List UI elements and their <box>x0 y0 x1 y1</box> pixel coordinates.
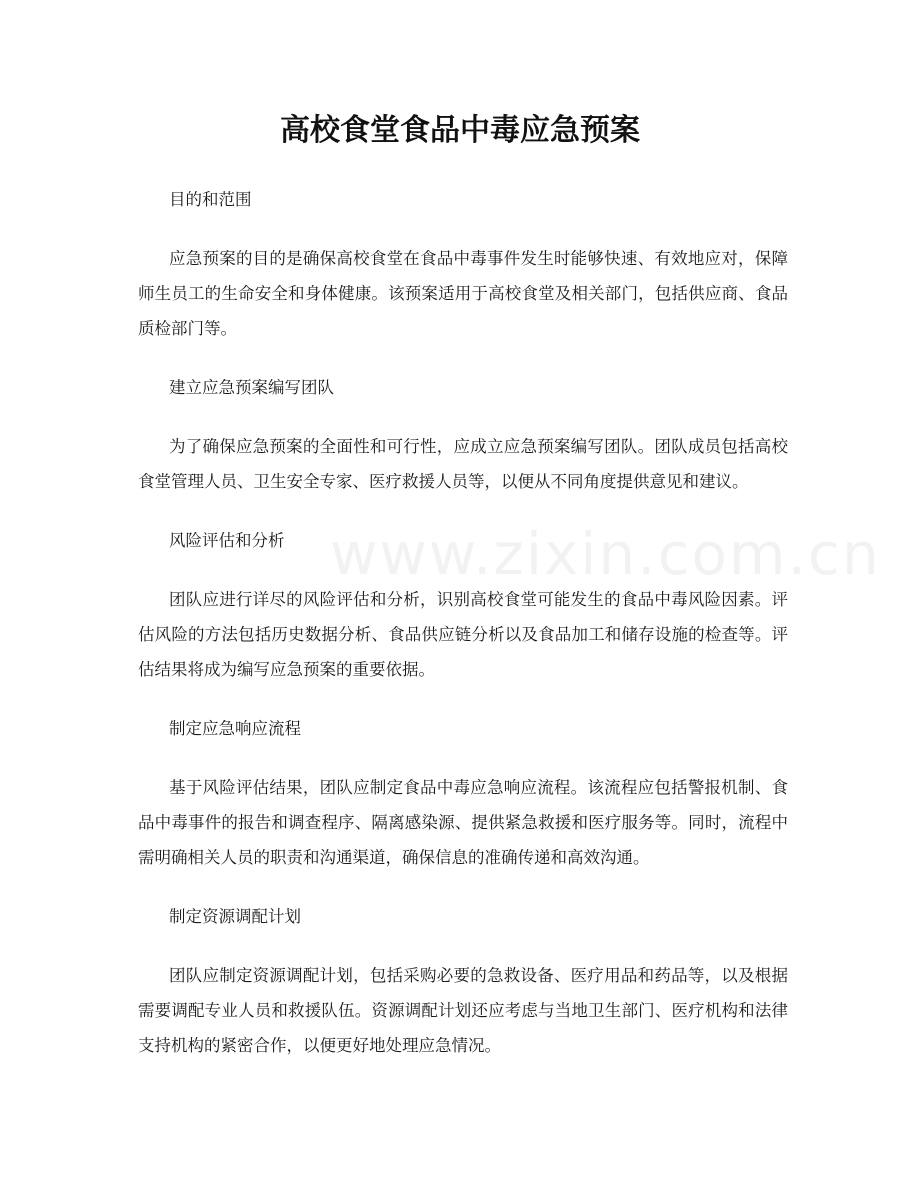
section-body-purpose-scope: 应急预案的目的是确保高校食堂在食品中毒事件发生时能够快速、有效地应对，保障师生员工的生命安全和身体健康。该预案适用于高校食堂及相关部门，包括供应商、食品质检部门等。 <box>138 249 788 338</box>
page-title: 高校食堂食品中毒应急预案 <box>280 113 640 148</box>
watermark: www.zixin.com.cn <box>330 520 881 588</box>
section-heading-team: 建立应急预案编写团队 <box>169 378 334 397</box>
section-heading-resources: 制定资源调配计划 <box>169 907 301 926</box>
section-body-risk: 团队应进行详尽的风险评估和分析，识别高校食堂可能发生的食品中毒风险因素。评估风险的方法包括历史数据分析、食品供应链分析以及食品加工和储存设施的检查等。评估结果将成为编写应急预案的重要依据。 <box>138 590 788 679</box>
section-heading-purpose-scope: 目的和范围 <box>169 190 252 209</box>
section-body-team: 为了确保应急预案的全面性和可行性，应成立应急预案编写团队。团队成员包括高校食堂管理人员、卫生安全专家、医疗救援人员等，以便从不同角度提供意见和建议。 <box>138 437 788 491</box>
section-body-response: 基于风险评估结果，团队应制定食品中毒应急响应流程。该流程应包括警报机制、食品中毒事件的报告和调查程序、隔离感染源、提供紧急救援和医疗服务等。同时，流程中需明确相关人员的职责和沟通渠道，确保信息的准确传递和高效沟通。 <box>138 778 788 867</box>
section-heading-response: 制定应急响应流程 <box>169 719 301 738</box>
section-heading-risk: 风险评估和分析 <box>169 531 285 550</box>
document-body <box>138 182 788 1087</box>
section-body-resources: 团队应制定资源调配计划，包括采购必要的急救设备、医疗用品和药品等，以及根据需要调配专业人员和救援队伍。资源调配计划还应考虑与当地卫生部门、医疗机构和法律支持机构的紧密合作，以便更好地处理应急情况。 <box>138 966 788 1055</box>
